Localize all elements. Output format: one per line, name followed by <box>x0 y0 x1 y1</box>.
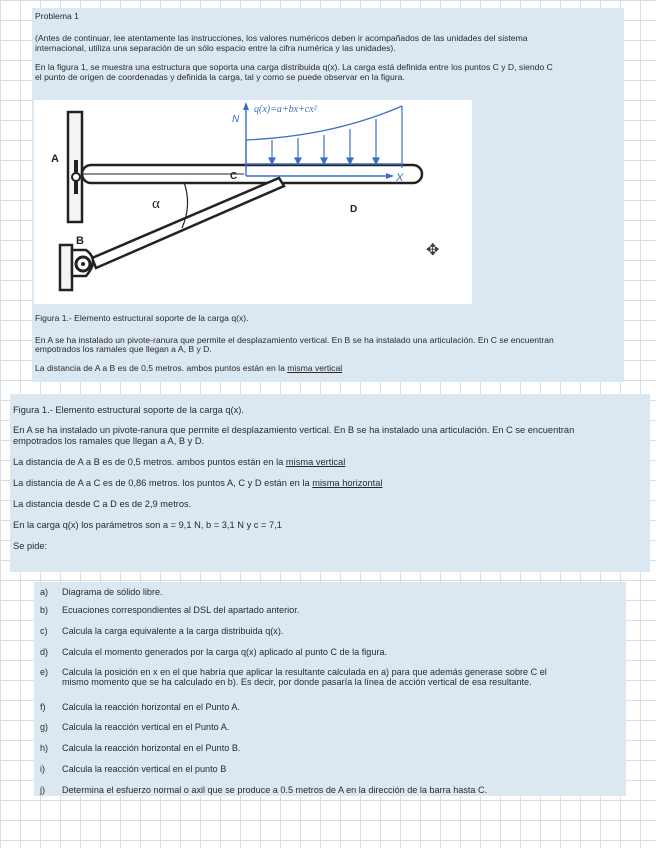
item-label: h) <box>40 743 49 753</box>
support-plate-b <box>60 245 72 290</box>
label-a: A <box>51 153 59 165</box>
label-c: C <box>230 171 238 182</box>
item-label: f) <box>40 702 46 712</box>
item-text: mismo momento que se ha calculado en b). Es decir, por donde pasaría la línea de acción vertical de esa resultante. <box>62 677 532 687</box>
upper-p2-underlined: misma vertical <box>287 363 343 373</box>
upper-p1-line2: empotrados los ramales que llegan a A, B y D. <box>35 344 212 354</box>
load-formula: q(x)=a+bx+cx² <box>254 104 317 115</box>
lower-p1-line1: En A se ha instalado un pivote-ranura que permite el desplazamiento vertical. En B se ha instalado una articulación. En C se encuentran <box>13 425 575 435</box>
item-text: Calcula la reacción vertical en el punto B <box>62 764 227 774</box>
label-d: D <box>350 204 358 215</box>
item-text: Diagrama de sólido libre. <box>62 587 163 597</box>
lower-p2 <box>13 457 345 468</box>
item-text: Calcula el momento generados por la carga q(x) aplicado al punto C de la figura. <box>62 647 388 657</box>
structure-diagram <box>34 100 472 304</box>
upper-p2-text: La distancia de A a B es de 0,5 metros. ambos puntos están en la <box>35 363 288 373</box>
item-label: b) <box>40 605 49 615</box>
label-n: N <box>232 114 240 125</box>
upper-p2 <box>35 363 342 373</box>
intro-line-2: internacional, utiliza una separación de un sólo espacio entre la cifra numérica y las unidades). <box>35 43 396 53</box>
item-text: Calcula la carga equivalente a la carga distribuida q(x). <box>62 626 284 636</box>
lower-p4: La distancia desde C a D es de 2,9 metros. <box>13 499 192 509</box>
desc-line-2: el punto de origen de coordenadas y definida la carga, tal y como se puede observar en la figura. <box>35 72 405 82</box>
item-label: j) <box>40 785 46 795</box>
desc-line-1: En la figura 1, se muestra una estructura que soporta una carga distribuida q(x). La carga está definida entre los puntos C y D, siendo C <box>35 62 553 72</box>
label-alpha: α <box>152 196 160 212</box>
label-b: B <box>76 235 84 247</box>
item-label: g) <box>40 722 49 732</box>
item-label: e) <box>40 667 49 677</box>
intro-line-1: (Antes de continuar, lee atentamente las instrucciones, los valores numéricos deben ir acompañados de las unidades del sistema <box>35 33 528 43</box>
lower-p3-text: La distancia de A a C es de 0,86 metros. los puntos A, C y D están en la <box>13 478 313 488</box>
lower-p5: En la carga q(x) los parámetros son a = 9,1 N, b = 3,1 N y c = 7,1 <box>13 520 282 530</box>
lower-p6: Se pide: <box>13 541 48 551</box>
item-text: Determina el esfuerzo normal o axil que se produce a 0.5 metros de A en la dirección de la barra hasta C. <box>62 785 488 795</box>
item-label: a) <box>40 587 49 597</box>
item-label: c) <box>40 626 48 636</box>
lower-p2-underlined: misma vertical <box>285 457 346 467</box>
upper-p1-line1: En A se ha instalado un pivote-ranura que permite el desplazamiento vertical. En B se ha instalado una articulación. En C se encuentran <box>35 335 554 345</box>
diagonal-strut <box>92 178 284 268</box>
move-cursor-icon: ✥ <box>426 242 440 259</box>
pivot-a <box>72 173 80 181</box>
lower-p3 <box>13 478 383 489</box>
label-x: X <box>396 172 404 184</box>
structure-figure <box>34 100 472 304</box>
item-text: Calcula la reacción horizontal en el Punto A. <box>62 702 240 712</box>
upper-caption: Figura 1.- Elemento estructural soporte de la carga q(x). <box>35 313 249 323</box>
item-text: Ecuaciones correspondientes al DSL del apartado anterior. <box>62 605 300 615</box>
lower-caption: Figura 1.- Elemento estructural soporte de la carga q(x). <box>13 405 244 415</box>
lower-p1-line2: empotrados los ramales que llegan a A, B y D. <box>13 436 205 446</box>
item-text: Calcula la reacción horizontal en el Punto B. <box>62 743 241 753</box>
item-label: i) <box>40 764 46 774</box>
lower-p3-underlined: misma horizontal <box>312 478 383 488</box>
lower-p2-text: La distancia de A a B es de 0,5 metros. ambos puntos están en la <box>13 457 286 467</box>
problem-title: Problema 1 <box>35 11 79 21</box>
item-text: Calcula la reacción vertical en el Punto A. <box>62 722 230 732</box>
item-label: d) <box>40 647 49 657</box>
item-text: Calcula la posición en x en el que habría que aplicar la resultante calculada en a) para que además generase sobre C el <box>62 667 547 677</box>
